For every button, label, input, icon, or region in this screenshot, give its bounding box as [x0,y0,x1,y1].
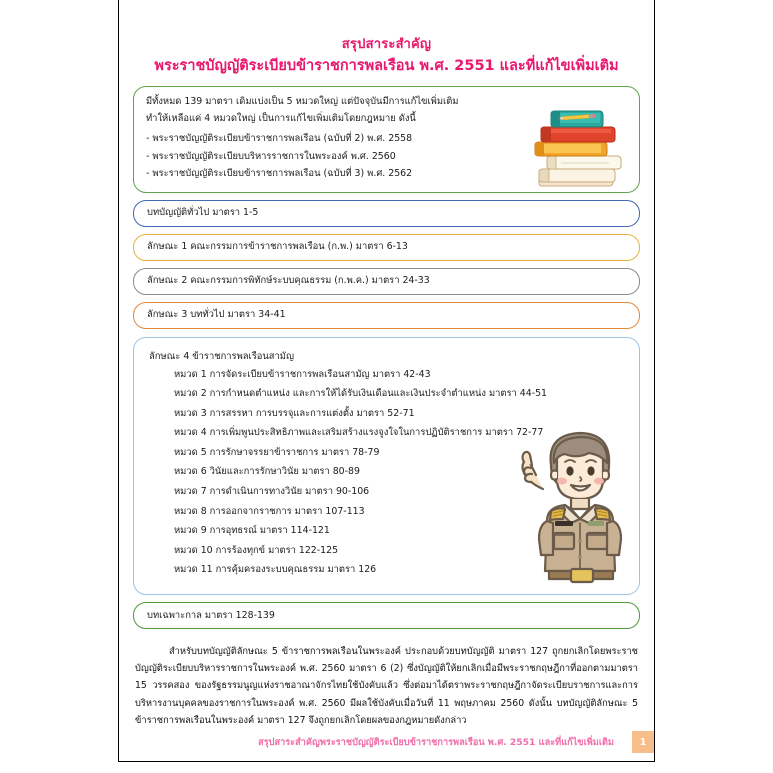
list-item: หมวด 1 การจัดระเบียบข้าราชการพลเรือนสามัญ มาตรา 42-43 [174,368,431,380]
list-item: หมวด 4 การเพิ่มพูนประสิทธิภาพและเสริมสร้างแรงจูงใจในการปฏิบัติราชการ มาตรา 72-77 [174,427,544,439]
chapter-bar-section-3[interactable]: ลักษณะ 3 บททั่วไป มาตรา 34-41 [133,302,640,329]
footer-title-text: สรุปสาระสำคัญพระราชบัญญัติระเบียบข้าราชการพลเรือน พ.ศ. 2551 และที่แก้ไขเพิ่มเติม [258,737,614,748]
intro-paragraph: มีทั้งหมด 139 มาตรา เดิมแบ่งเป็น 5 หมวดใหญ่ แต่ปัจจุบันมีการแก้ไขเพิ่มเติม ทำให้เหลือแค่ 4 หมวดใหญ่ เป็นการแก้ไขเพิ่มเติมโดยกฎหมาย ดังนี้ [146,96,459,124]
list-item: - พระราชบัญญัติระเบียบบริหารราชการในพระองค์ พ.ศ. 2560 [146,150,396,162]
title-line-secondary: พระราชบัญญัติระเบียบข้าราชการพลเรือน พ.ศ. 2551 และที่แก้ไขเพิ่มเติม [154,58,619,74]
list-item: หมวด 7 การดำเนินการทางวินัย มาตรา 90-106 [174,486,370,498]
stack-of-books-icon [525,103,629,191]
list-item: หมวด 11 การคุ้มครองระบบคุณธรรม มาตรา 126 [174,564,377,576]
list-item: หมวด 6 วินัยและการรักษาวินัย มาตรา 80-89 [174,466,360,478]
list-item: หมวด 3 การสรรหา การบรรจุและการแต่งตั้ง มาตรา 52-71 [174,407,415,419]
chapter-bar-section-1[interactable]: ลักษณะ 1 คณะกรรมการข้าราชการพลเรือน (ก.พ.) มาตรา 6-13 [133,234,640,261]
page-content [119,0,654,761]
intro-amendment-list [146,130,476,183]
chapter-bar-transitional[interactable]: บทเฉพาะกาล มาตรา 128-139 [133,602,640,629]
page-footer [119,731,654,753]
list-item: - พระราชบัญญัติระเบียบข้าราชการพลเรือน (ฉบับที่ 2) พ.ศ. 2558 [146,133,413,144]
list-item: หมวด 5 การรักษาจรรยาข้าราชการ มาตรา 78-79 [174,446,380,458]
chapter-bar-section-2[interactable]: ลักษณะ 2 คณะกรรมการพิทักษ์ระบบคุณธรรม (ก.พ.ค.) มาตรา 24-33 [133,268,640,295]
document-page [118,0,655,762]
intro-summary-box [133,86,640,193]
section-4-heading: ลักษณะ 4 ข้าราชการพลเรือนสามัญ [149,350,294,362]
list-item: หมวด 8 การออกจากราชการ มาตรา 107-113 [174,505,365,517]
list-item: หมวด 9 การอุทธรณ์ มาตรา 114-121 [174,525,330,537]
list-item: หมวด 2 การกำหนดตำแหน่ง และการให้ได้รับเงินเดือนและเงินประจำตำแหน่ง มาตรา 44-51 [174,388,548,400]
page-number-badge: 1 [632,731,654,753]
title-line-primary: สรุปสาระสำคัญ [341,37,432,52]
closing-paragraph: สำหรับบทบัญญัติลักษณะ 5 ข้าราชการพลเรือนในพระองค์ ประกอบด้วยบทบัญญัติ มาตรา 127 ถูกยกเลิกโดยพระราชบัญญัติระเบียบบริหารราชการในพระองค์ พ.ศ. 2560 มาตรา 6 (2) ซึ่งบัญญัติให้ยกเลิกเมื่อมีพระราชกฤษฎีกาที่ออกตามมาตรา 15 วรรคสอง ของรัฐธรรมนูญแห่งราชอาณาจักรไทยใช้บังคับแล้ว ซึ่งต่อมาได้ตราพระราชกฤษฎีกาจัดระเบียบราชการและการบริหารงานบุคคลของราชการในพระองค์ พ.ศ. 2560 มีผลใช้บังคับเมื่อวันที่ 11 พฤษภาคม 2560 ดังนั้น บทบัญญัติลักษณะ 5 ข้าราชการพลเรือนในพระองค์ มาตรา 127 จึงถูกยกเลิกโดยผลของกฎหมายดังกล่าว [135,646,638,726]
list-item: หมวด 10 การร้องทุกข์ มาตรา 122-125 [174,544,339,556]
list-item: - พระราชบัญญัติระเบียบข้าราชการพลเรือน (ฉบับที่ 3) พ.ศ. 2562 [146,168,413,179]
chapter-bar-general-provisions[interactable]: บทบัญญัติทั่วไป มาตรา 1-5 [133,200,640,227]
section-4-box [133,337,640,596]
page-title [133,0,640,77]
